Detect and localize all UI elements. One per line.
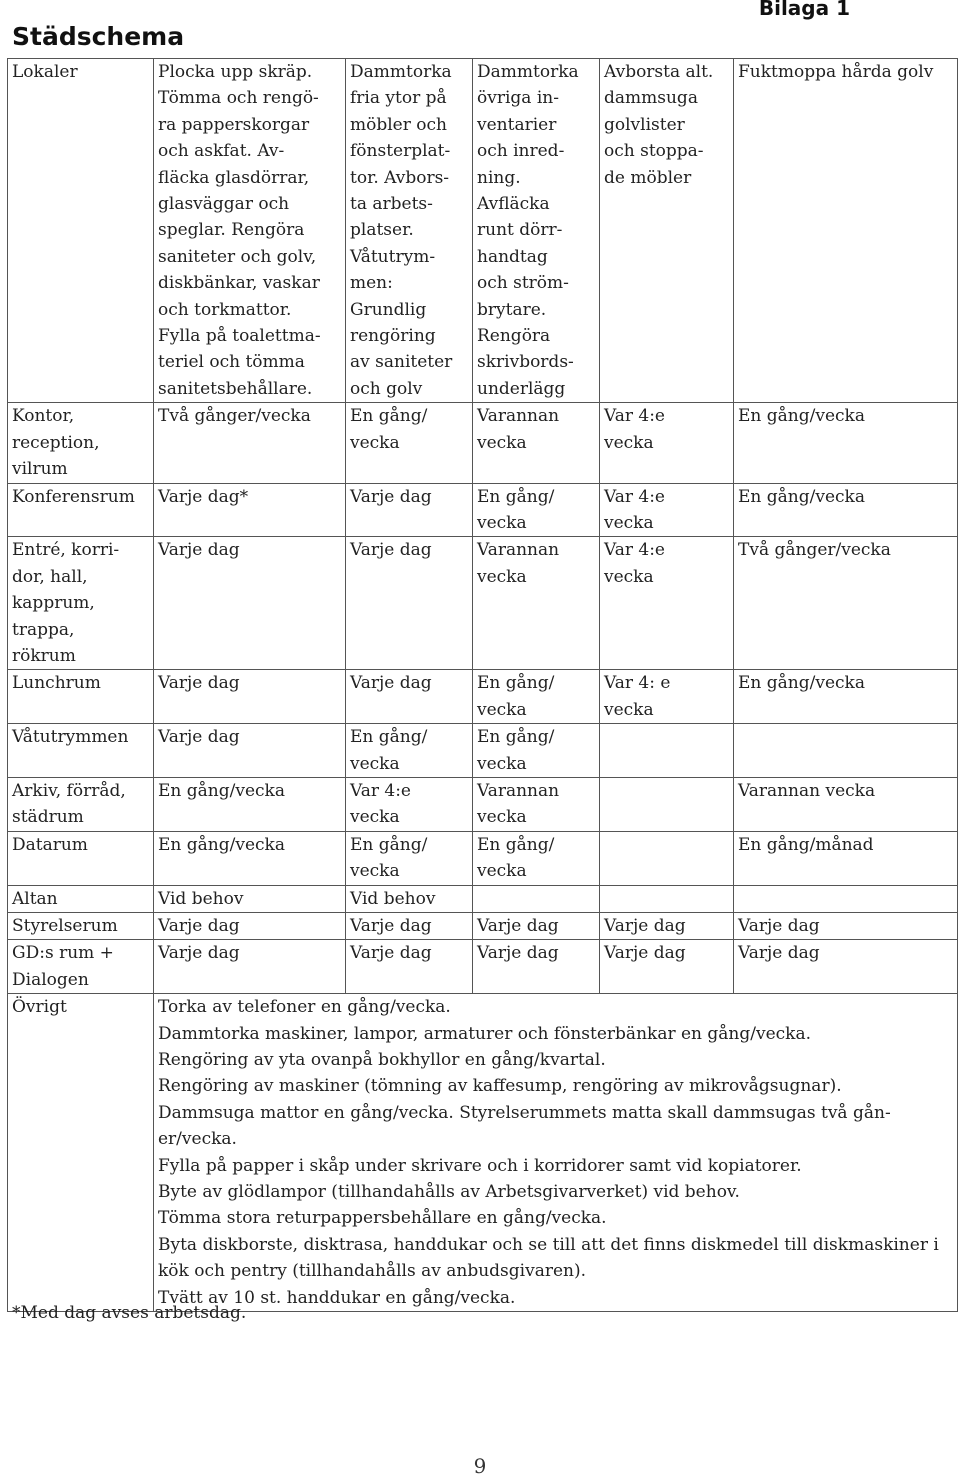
frequency-cell: Varje dag bbox=[154, 724, 346, 778]
header-task-col2: Dammtorka fria ytor på möbler och fönsterplat- tor. Avbors- ta arbets- platser. Våtutrym- men: Grundlig rengöring av saniteter och golv bbox=[346, 59, 473, 403]
frequency-cell: Var 4:e vecka bbox=[600, 537, 734, 670]
header-task-col1: Plocka upp skräp. Tömma och rengö- ra papperskorgar och askfat. Av- fläcka glasdörrar, glasväggar och speglar. Rengöra saniteter och golv, diskbänkar, vaskar och torkmattor. Fylla på toalettma- teriel och tömma sanitetsbehållare. bbox=[154, 59, 346, 403]
frequency-cell: En gång/vecka bbox=[734, 670, 958, 724]
room-name-cell: Konferensrum bbox=[8, 483, 154, 537]
frequency-cell: Vid behov bbox=[154, 885, 346, 912]
frequency-cell: Var 4:e vecka bbox=[600, 403, 734, 483]
frequency-cell: Varje dag* bbox=[154, 483, 346, 537]
frequency-cell: Varje dag bbox=[473, 940, 600, 994]
frequency-cell: Varje dag bbox=[346, 670, 473, 724]
frequency-cell bbox=[600, 777, 734, 831]
frequency-cell: Varje dag bbox=[154, 537, 346, 670]
frequency-cell: Varje dag bbox=[600, 940, 734, 994]
header-task-col5: Fuktmoppa hårda golv bbox=[734, 59, 958, 403]
table-row bbox=[8, 885, 958, 912]
frequency-cell: En gång/ vecka bbox=[473, 483, 600, 537]
room-name-cell: Styrelserum bbox=[8, 913, 154, 940]
other-task-line: Byta diskborste, disktrasa, handdukar och se till att det finns diskmedel till diskmaskiner i kök och pentry (tillhandahålls av anbudsgivaren). bbox=[158, 1234, 939, 1282]
frequency-cell: Varje dag bbox=[154, 940, 346, 994]
frequency-cell: En gång/ vecka bbox=[473, 670, 600, 724]
frequency-cell: Varje dag bbox=[473, 913, 600, 940]
frequency-cell: Vid behov bbox=[346, 885, 473, 912]
other-label: Övrigt bbox=[8, 994, 154, 1312]
frequency-cell bbox=[600, 885, 734, 912]
frequency-cell: En gång/ vecka bbox=[473, 724, 600, 778]
table-row bbox=[8, 831, 958, 885]
header-label: Lokaler bbox=[8, 59, 154, 403]
frequency-cell: En gång/ vecka bbox=[346, 403, 473, 483]
frequency-cell: Varje dag bbox=[346, 483, 473, 537]
frequency-cell: Varje dag bbox=[734, 913, 958, 940]
page-title: Städschema bbox=[12, 22, 185, 51]
page-number: 9 bbox=[473, 1454, 487, 1478]
frequency-cell: En gång/ vecka bbox=[473, 831, 600, 885]
other-task-line: Tvätt av 10 st. handdukar en gång/vecka. bbox=[158, 1287, 516, 1308]
frequency-cell bbox=[473, 885, 600, 912]
frequency-cell bbox=[600, 831, 734, 885]
other-tasks-cell bbox=[154, 994, 958, 1312]
room-name-cell: Entré, korri- dor, hall, kapprum, trappa, rökrum bbox=[8, 537, 154, 670]
header-task-col3: Dammtorka övriga in- ventarier och inred- ning. Avfläcka runt dörr- handtag och ström- brytare. Rengöra skrivbords- underlägg bbox=[473, 59, 600, 403]
frequency-cell bbox=[734, 724, 958, 778]
frequency-cell: Varannan vecka bbox=[473, 537, 600, 670]
room-name-cell: Kontor, reception, vilrum bbox=[8, 403, 154, 483]
frequency-cell: En gång/vecka bbox=[734, 483, 958, 537]
other-task-line: Torka av telefoner en gång/vecka. bbox=[158, 997, 451, 1018]
frequency-cell: Varannan vecka bbox=[473, 403, 600, 483]
room-name-cell: Datarum bbox=[8, 831, 154, 885]
appendix-label: Bilaga 1 bbox=[758, 0, 850, 20]
room-name-cell: GD:s rum + Dialogen bbox=[8, 940, 154, 994]
table-row bbox=[8, 724, 958, 778]
table-row bbox=[8, 537, 958, 670]
frequency-cell: Var 4:e vecka bbox=[600, 483, 734, 537]
other-task-line: Dammsuga mattor en gång/vecka. Styrelserummets matta skall dammsugas två gån- er/vecka. bbox=[158, 1102, 891, 1150]
frequency-cell: En gång/månad bbox=[734, 831, 958, 885]
other-task-line: Dammtorka maskiner, lampor, armaturer och fönsterbänkar en gång/vecka. bbox=[158, 1023, 811, 1044]
frequency-cell: Var 4:e vecka bbox=[346, 777, 473, 831]
table-row bbox=[8, 483, 958, 537]
cleaning-schedule-table bbox=[7, 58, 958, 1312]
frequency-cell bbox=[600, 724, 734, 778]
table-row bbox=[8, 913, 958, 940]
frequency-cell: Varannan vecka bbox=[734, 777, 958, 831]
frequency-cell: Varje dag bbox=[734, 940, 958, 994]
footnote: *Med dag avses arbetsdag. bbox=[12, 1303, 247, 1323]
header-row bbox=[8, 59, 958, 403]
other-task-line: Rengöring av yta ovanpå bokhyllor en gång/kvartal. bbox=[158, 1050, 606, 1071]
table-row bbox=[8, 403, 958, 483]
frequency-cell: Två gånger/vecka bbox=[154, 403, 346, 483]
table-row bbox=[8, 777, 958, 831]
other-task-line: Rengöring av maskiner (tömning av kaffesump, rengöring av mikrovågsugnar). bbox=[158, 1076, 842, 1097]
frequency-cell bbox=[734, 885, 958, 912]
frequency-cell: Varje dag bbox=[346, 537, 473, 670]
room-name-cell: Våtutrymmen bbox=[8, 724, 154, 778]
frequency-cell: Varje dag bbox=[346, 940, 473, 994]
frequency-cell: Varannan vecka bbox=[473, 777, 600, 831]
frequency-cell: En gång/vecka bbox=[154, 831, 346, 885]
room-name-cell: Arkiv, förråd, städrum bbox=[8, 777, 154, 831]
other-task-line: Fylla på papper i skåp under skrivare och i korridorer samt vid kopiatorer. bbox=[158, 1155, 802, 1176]
table-row bbox=[8, 670, 958, 724]
frequency-cell: Varje dag bbox=[154, 913, 346, 940]
other-task-line: Tömma stora returpappersbehållare en gång/vecka. bbox=[158, 1208, 607, 1229]
other-row bbox=[8, 994, 958, 1312]
frequency-cell: Varje dag bbox=[154, 670, 346, 724]
frequency-cell: En gång/vecka bbox=[734, 403, 958, 483]
frequency-cell: Varje dag bbox=[600, 913, 734, 940]
frequency-cell: En gång/ vecka bbox=[346, 831, 473, 885]
room-name-cell: Altan bbox=[8, 885, 154, 912]
room-name-cell: Lunchrum bbox=[8, 670, 154, 724]
header-task-col4: Avborsta alt. dammsuga golvlister och stoppa- de möbler bbox=[600, 59, 734, 403]
frequency-cell: Två gånger/vecka bbox=[734, 537, 958, 670]
frequency-cell: Var 4: e vecka bbox=[600, 670, 734, 724]
frequency-cell: Varje dag bbox=[346, 913, 473, 940]
table-row bbox=[8, 940, 958, 994]
frequency-cell: En gång/vecka bbox=[154, 777, 346, 831]
frequency-cell: En gång/ vecka bbox=[346, 724, 473, 778]
other-task-line: Byte av glödlampor (tillhandahålls av Arbetsgivarverket) vid behov. bbox=[158, 1182, 740, 1203]
